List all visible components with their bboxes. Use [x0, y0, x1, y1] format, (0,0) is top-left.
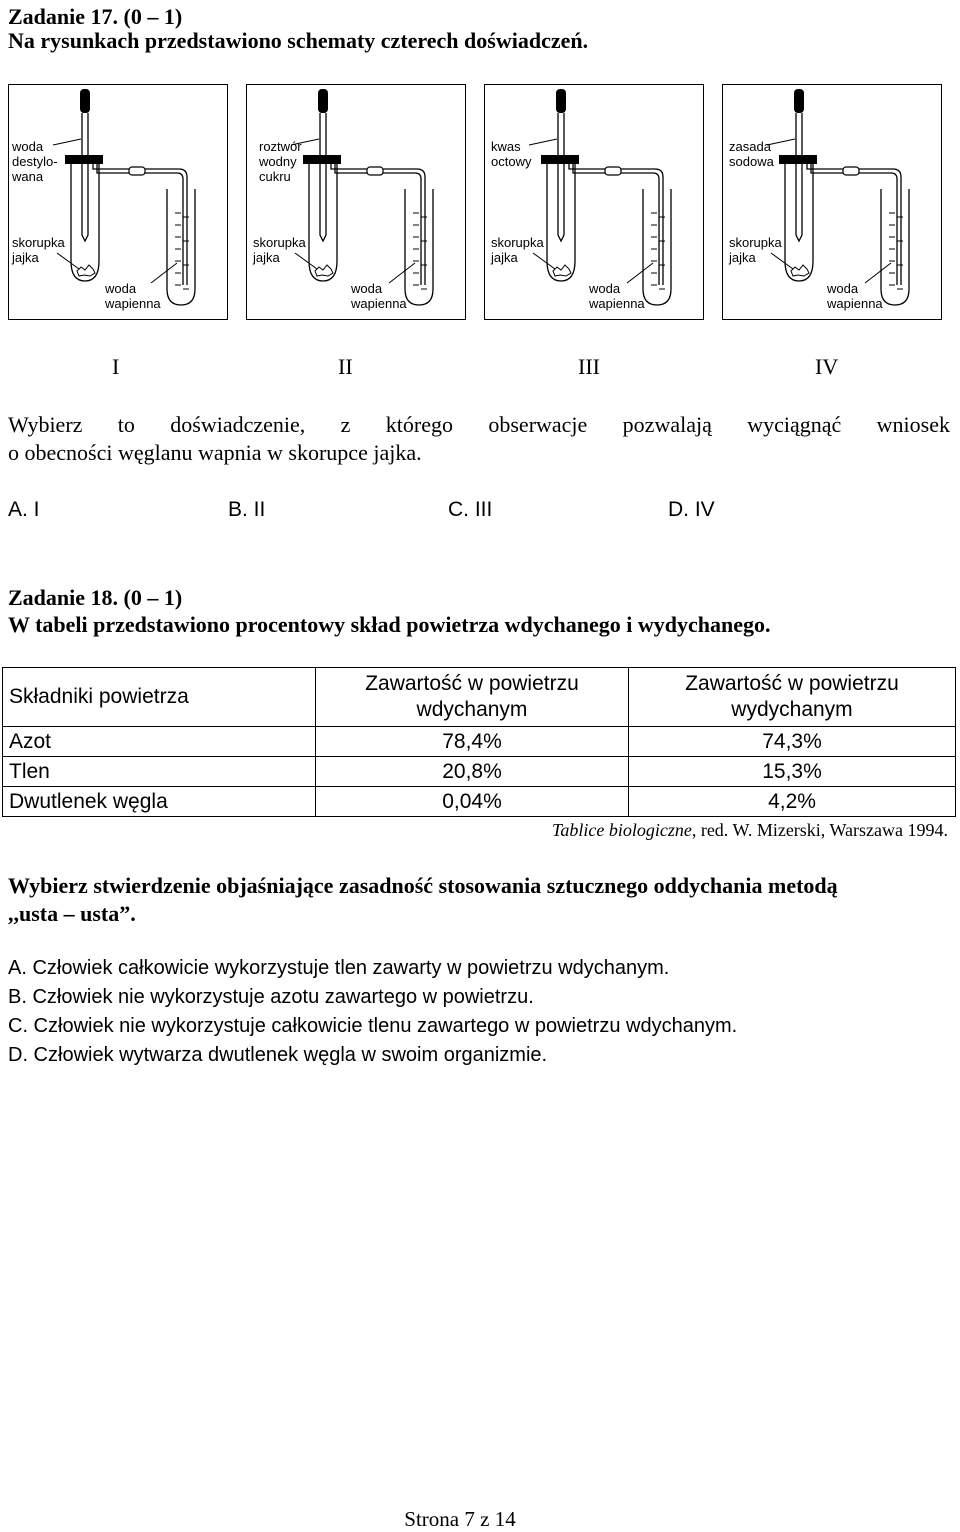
limewater-tube: [643, 189, 671, 305]
limewater-tube: [881, 189, 909, 305]
reagent-label: roztwór wodny cukru: [259, 139, 302, 184]
q17-title: Zadanie 17. (0 – 1): [8, 4, 183, 29]
stopper: [65, 155, 103, 164]
table-source: [552, 820, 948, 841]
shell-label: skorupka jajka: [253, 235, 306, 265]
source-details: , red. W. Mizerski, Warszawa 1994.: [691, 820, 948, 840]
limewater-label: woda wapienna: [827, 281, 883, 311]
answer-a: A. I: [8, 498, 40, 521]
table-header-row: [3, 668, 956, 727]
page-number: Strona 7 z 14: [404, 1507, 516, 1531]
option-d: D. Człowiek wytwarza dwutlenek węgla w swoim organizmie.: [8, 1044, 548, 1066]
limewater-tube: [167, 189, 195, 305]
q17-question-line1: Wybierz to doświadczenie, z którego obserwacje pozwalają wyciągnąć wniosek: [8, 412, 950, 437]
reagent-label: woda destylo- wana: [12, 139, 58, 184]
dropper-tube: [320, 113, 326, 241]
experiment-panel-2: [246, 84, 466, 320]
tube-connector: [129, 167, 145, 175]
inhaled-value: 78,4%: [316, 727, 629, 757]
reagent-pointer: [529, 139, 557, 145]
dropper-tube: [558, 113, 564, 241]
exhaled-value: 74,3%: [629, 727, 956, 757]
header-exhaled: Zawartość w powietrzu wydychanym: [629, 668, 956, 727]
header-components: Składniki powietrza: [3, 668, 316, 727]
exhaled-value: 4,2%: [629, 787, 956, 817]
delivery-tube-inner: [335, 164, 421, 285]
row-label: Azot: [3, 727, 316, 757]
experiment-panel-3: [484, 84, 704, 320]
reagent-label: kwas octowy: [491, 139, 532, 169]
main-test-tube: [71, 163, 99, 281]
dropper-bulb: [80, 89, 90, 113]
shell-label: skorupka jajka: [729, 235, 782, 265]
inhaled-value: 20,8%: [316, 757, 629, 787]
delivery-tube: [331, 164, 425, 285]
dropper-tube: [82, 113, 88, 241]
answer-d: D. IV: [668, 498, 715, 521]
main-test-tube: [547, 163, 575, 281]
inhaled-value: 0,04%: [316, 787, 629, 817]
egg-shell-fragments: [553, 265, 571, 276]
stopper: [303, 155, 341, 164]
limewater-label: woda wapienna: [351, 281, 407, 311]
option-b: B. Człowiek nie wykorzystuje azotu zawartego w powietrzu.: [8, 986, 534, 1008]
limewater-label: woda wapienna: [589, 281, 645, 311]
delivery-tube-inner: [573, 164, 659, 285]
shell-label: skorupka jajka: [12, 235, 65, 265]
limewater-pointer: [151, 263, 177, 283]
delivery-tube-inner: [811, 164, 897, 285]
q17-intro: Na rysunkach przedstawiono schematy czterech doświadczeń.: [8, 28, 589, 53]
answer-c: C. III: [448, 498, 493, 521]
q18-question-line1: Wybierz stwierdzenie objaśniające zasadność stosowania sztucznego oddychania metodą: [8, 873, 838, 898]
stopper: [541, 155, 579, 164]
egg-shell-fragments: [791, 265, 809, 276]
tube-connector: [843, 167, 859, 175]
reagent-label: zasada sodowa: [729, 139, 774, 169]
q17-question-line2: o obecności węglanu wapnia w skorupce jajka.: [8, 440, 422, 465]
source-title: Tablice biologiczne: [552, 820, 692, 840]
option-a: A. Człowiek całkowicie wykorzystuje tlen zawarty w powietrzu wdychanym.: [8, 957, 670, 979]
option-c: C. Człowiek nie wykorzystuje całkowicie tlenu zawartego w powietrzu wdychanym.: [8, 1015, 738, 1037]
stopper: [779, 155, 817, 164]
q18-question-line2: ,,usta – usta”.: [8, 901, 136, 926]
main-test-tube: [309, 163, 337, 281]
main-test-tube: [785, 163, 813, 281]
q18-intro: W tabeli przedstawiono procentowy skład powietrza wdychanego i wydychanego.: [8, 612, 771, 637]
experiment-panel-4: [722, 84, 942, 320]
dropper-bulb: [794, 89, 804, 113]
delivery-tube-inner: [97, 164, 183, 285]
dropper-bulb: [556, 89, 566, 113]
limewater-tube: [405, 189, 433, 305]
numeral-i: I: [112, 354, 120, 379]
numeral-iv: IV: [815, 354, 839, 379]
egg-shell-fragments: [77, 265, 95, 276]
numeral-ii: II: [338, 354, 353, 379]
delivery-tube: [93, 164, 187, 285]
air-composition-table: [2, 667, 956, 817]
exhaled-value: 15,3%: [629, 757, 956, 787]
delivery-tube: [807, 164, 901, 285]
limewater-pointer: [627, 263, 653, 283]
table-row: [3, 787, 956, 817]
header-inhaled: Zawartość w powietrzu wdychanym: [316, 668, 629, 727]
egg-shell-fragments: [315, 265, 333, 276]
limewater-label: woda wapienna: [105, 281, 161, 311]
shell-label: skorupka jajka: [491, 235, 544, 265]
delivery-tube: [569, 164, 663, 285]
tube-connector: [605, 167, 621, 175]
limewater-pointer: [389, 263, 415, 283]
tube-connector: [367, 167, 383, 175]
table-row: [3, 757, 956, 787]
row-label: Tlen: [3, 757, 316, 787]
numeral-iii: III: [578, 354, 600, 379]
dropper-bulb: [318, 89, 328, 113]
experiment-panel-1: [8, 84, 228, 320]
limewater-pointer: [865, 263, 891, 283]
dropper-tube: [796, 113, 802, 241]
q18-title: Zadanie 18. (0 – 1): [8, 585, 183, 610]
row-label: Dwutlenek węgla: [3, 787, 316, 817]
table-row: [3, 727, 956, 757]
answer-b: B. II: [228, 498, 266, 521]
